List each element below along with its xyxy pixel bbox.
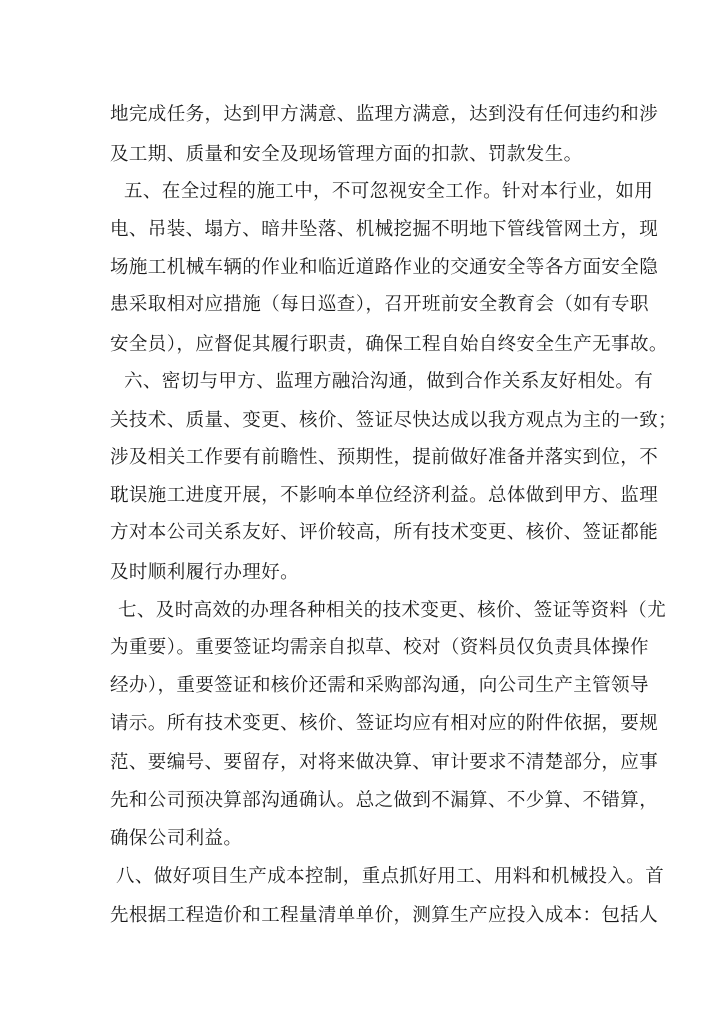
text-line: 先根据工程造价和工程量清单单价，测算生产应投入成本：包括人	[110, 905, 659, 926]
text-line: 为重要）。重要签证均需亲自拟草、校对（资料员仅负责具体操作	[110, 637, 649, 658]
text-line: 地完成任务，达到甲方满意、监理方满意，达到没有任何违约和涉	[110, 104, 659, 125]
text-line: 关技术、质量、变更、核价、签证尽快达成以我方观点为主的一致；	[110, 410, 678, 431]
text-line: 及时顺利履行办理好。	[110, 562, 300, 583]
text-line: 确保公司利益。	[110, 828, 243, 849]
paragraph-6-start: 六、密切与甲方、监理方融洽沟通，做到合作关系友好相处。有	[124, 371, 654, 392]
text-line: 安全员），应督促其履行职责，确保工程自始自终安全生产无事故。	[110, 334, 668, 355]
text-line: 涉及相关工作要有前瞻性、预期性，提前做好准备并落实到位，不	[110, 447, 659, 468]
text-line: 范、要编号、要留存，对将来做决算、审计要求不清楚部分，应事	[110, 752, 659, 773]
text-line: 方对本公司关系友好、评价较高，所有技术变更、核价、签证都能	[110, 522, 659, 543]
text-line: 患采取相对应措施（每日巡查），召开班前安全教育会（如有专职	[110, 294, 649, 315]
text-line: 及工期、质量和安全及现场管理方面的扣款、罚款发生。	[110, 144, 583, 165]
text-line: 先和公司预决算部沟通确认。总之做到不漏算、不少算、不错算，	[110, 790, 659, 811]
text-line: 请示。所有技术变更、核价、签证均应有相对应的附件依据，要规	[110, 713, 659, 734]
paragraph-5-start: 五、在全过程的施工中，不可忽视安全工作。针对本行业，如用	[124, 181, 654, 202]
text-line: 经办），重要签证和核价还需和采购部沟通，向公司生产主管领导	[110, 675, 649, 696]
text-line: 场施工机械车辆的作业和临近道路作业的交通安全等各方面安全隐	[110, 257, 659, 278]
paragraph-8-start: 八、做好项目生产成本控制，重点抓好用工、用料和机械投入。首	[116, 866, 665, 887]
text-line: 电、吊装、塌方、暗井坠落、机械挖掘不明地下管线管网土方，现	[110, 219, 659, 240]
paragraph-7-start: 七、及时高效的办理各种相关的技术变更、核价、签证等资料（尤	[118, 600, 667, 621]
text-line: 耽误施工进度开展，不影响本单位经济利益。总体做到甲方、监理	[110, 485, 659, 506]
